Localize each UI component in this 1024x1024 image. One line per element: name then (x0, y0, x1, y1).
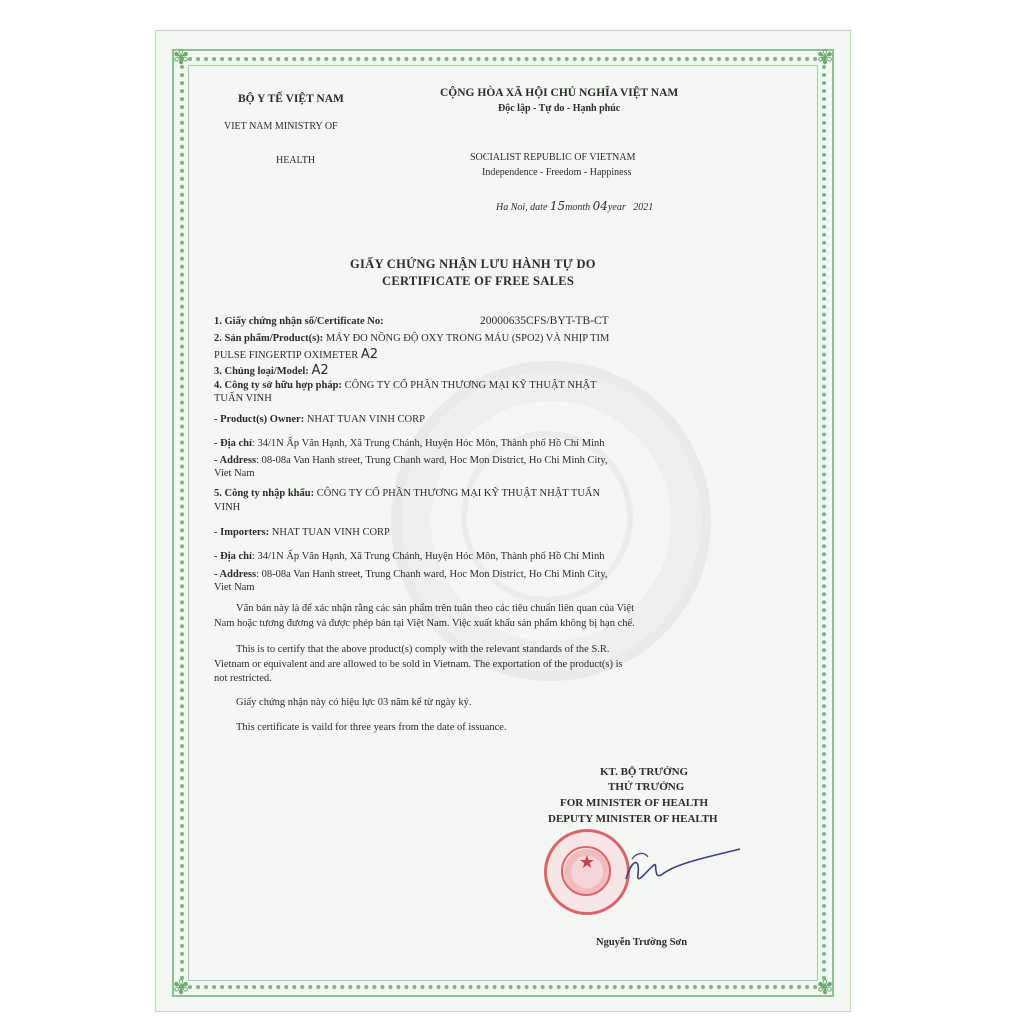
country-name-vi: CỘNG HÒA XÃ HỘI CHỦ NGHĨA VIỆT NAM (440, 87, 679, 99)
signer-title-en-2: DEPUTY MINISTER OF HEALTH (548, 813, 718, 825)
signer-title-en-1: FOR MINISTER OF HEALTH (560, 797, 709, 809)
title-en: CERTIFICATE OF FREE SALES (382, 274, 575, 288)
owner-value: CÔNG TY CỔ PHẦN THƯƠNG MẠI KỸ THUẬT NHẬT (344, 380, 597, 391)
ministry-name-en-2: HEALTH (276, 155, 316, 166)
statement-en-3: not restricted. (214, 673, 272, 684)
motto-vi: Độc lập - Tự do - Hạnh phúc (498, 103, 621, 114)
signer-title-vi-1: KT. BỘ TRƯỞNG (600, 766, 689, 778)
corner-ornament-icon: ✾ (816, 977, 834, 999)
statement-en-1: This is to certify that the above product(s) comply with the relevant standards of the S.R. (236, 644, 610, 655)
ministry-name-vi: BỘ Y TẾ VIỆT NAM (238, 93, 344, 105)
country-name-en: SOCIALIST REPUBLIC OF VIETNAM (470, 152, 636, 163)
importer-address-en: - Address: 08-08a Van Hanh street, Trung Chanh ward, Hoc Mon District, Ho Chi Minh City, (214, 569, 608, 580)
owner-address-vi: - Địa chỉ: 34/1N Ấp Văn Hạnh, Xã Trung Chánh, Huyện Hóc Môn, Thành phố Hồ Chí Minh (214, 438, 605, 449)
owner-en-row: - Product(s) Owner: NHAT TUAN VINH CORP (214, 414, 425, 425)
date-day: 15 (549, 199, 566, 213)
importer-row-2: VINH (214, 502, 241, 513)
model-row: 3. Chủng loại/Model: A2 (214, 363, 329, 378)
corner-ornament-icon: ✾ (816, 47, 834, 69)
star-icon: ★ (578, 852, 596, 872)
issue-date: Ha Noi, date 15month 04year 2021 (496, 199, 654, 213)
handwritten-signature (618, 839, 748, 899)
owner-row: 4. Công ty sở hữu hợp pháp: CÔNG TY CỔ PHẦN THƯƠNG MẠI KỸ THUẬT NHẬT (214, 380, 597, 391)
validity-vi: Giấy chứng nhận này có hiệu lực 03 năm kể từ ngày ký. (236, 697, 472, 708)
title-vi: GIẤY CHỨNG NHẬN LƯU HÀNH TỰ DO (350, 257, 596, 271)
importer-row: 5. Công ty nhập khẩu: CÔNG TY CỔ PHẦN THƯƠNG MẠI KỸ THUẬT NHẬT TUẤN (214, 488, 601, 499)
owner-row-2: TUẤN VINH (214, 393, 272, 404)
owner-address-en: - Address: 08-08a Van Hanh street, Trung Chanh ward, Hoc Mon District, Ho Chi Minh City, (214, 455, 608, 466)
cert-number-label: 1. Giấy chứng nhận số/Certificate No: (214, 316, 384, 327)
product-row-2: PULSE FINGERTIP OXIMETER A2 (214, 347, 379, 362)
motto-en: Independence - Freedom - Happiness (482, 167, 632, 178)
corner-ornament-icon: ✾ (172, 977, 190, 999)
signer-title-vi-2: THỨ TRƯỞNG (608, 781, 685, 793)
validity-en: This certificate is vaild for three years from the date of issuance. (236, 722, 507, 733)
importer-address-en-2: Viet Nam (214, 582, 255, 593)
statement-vi-1: Văn bản này là để xác nhận rằng các sản phẩm trên tuân theo các tiêu chuẩn liên quan của Việt (236, 603, 635, 614)
model-value: A2 (311, 363, 329, 378)
date-year: 2021 (633, 202, 654, 213)
statement-en-2: Vietnam or equivalent and are allowed to be sold in Vietnam. The exportation of the product(s) is (214, 659, 623, 670)
product-row: 2. Sản phẩm/Product(s): MÁY ĐO NỒNG ĐỘ OXY TRONG MÁU (SPO2) VÀ NHỊP TIM (214, 333, 610, 344)
certificate-sheet (155, 30, 851, 1012)
importer-address-vi: - Địa chỉ: 34/1N Ấp Văn Hạnh, Xã Trung Chánh, Huyện Hóc Môn, Thành phố Hồ Chí Minh (214, 551, 605, 562)
owner-address-en-2: Viet Nam (214, 468, 255, 479)
statement-vi-2: Nam hoặc tương đương và được phép bán tại Việt Nam. Việc xuất khẩu sản phẩm không bị hạn chế. (214, 618, 635, 629)
ministry-name-en: VIET NAM MINISTRY OF (224, 121, 338, 132)
cert-number-value: 20000635CFS/BYT-TB-CT (480, 315, 609, 327)
product-value: MÁY ĐO NỒNG ĐỘ OXY TRONG MÁU (SPO2) VÀ NHỊP TIM (325, 333, 610, 344)
corner-ornament-icon: ✾ (172, 47, 190, 69)
date-month: 04 (592, 199, 608, 213)
signer-name: Nguyễn Trường Sơn (596, 937, 688, 948)
importer-en-row: - Importers: NHAT TUAN VINH CORP (214, 527, 390, 538)
